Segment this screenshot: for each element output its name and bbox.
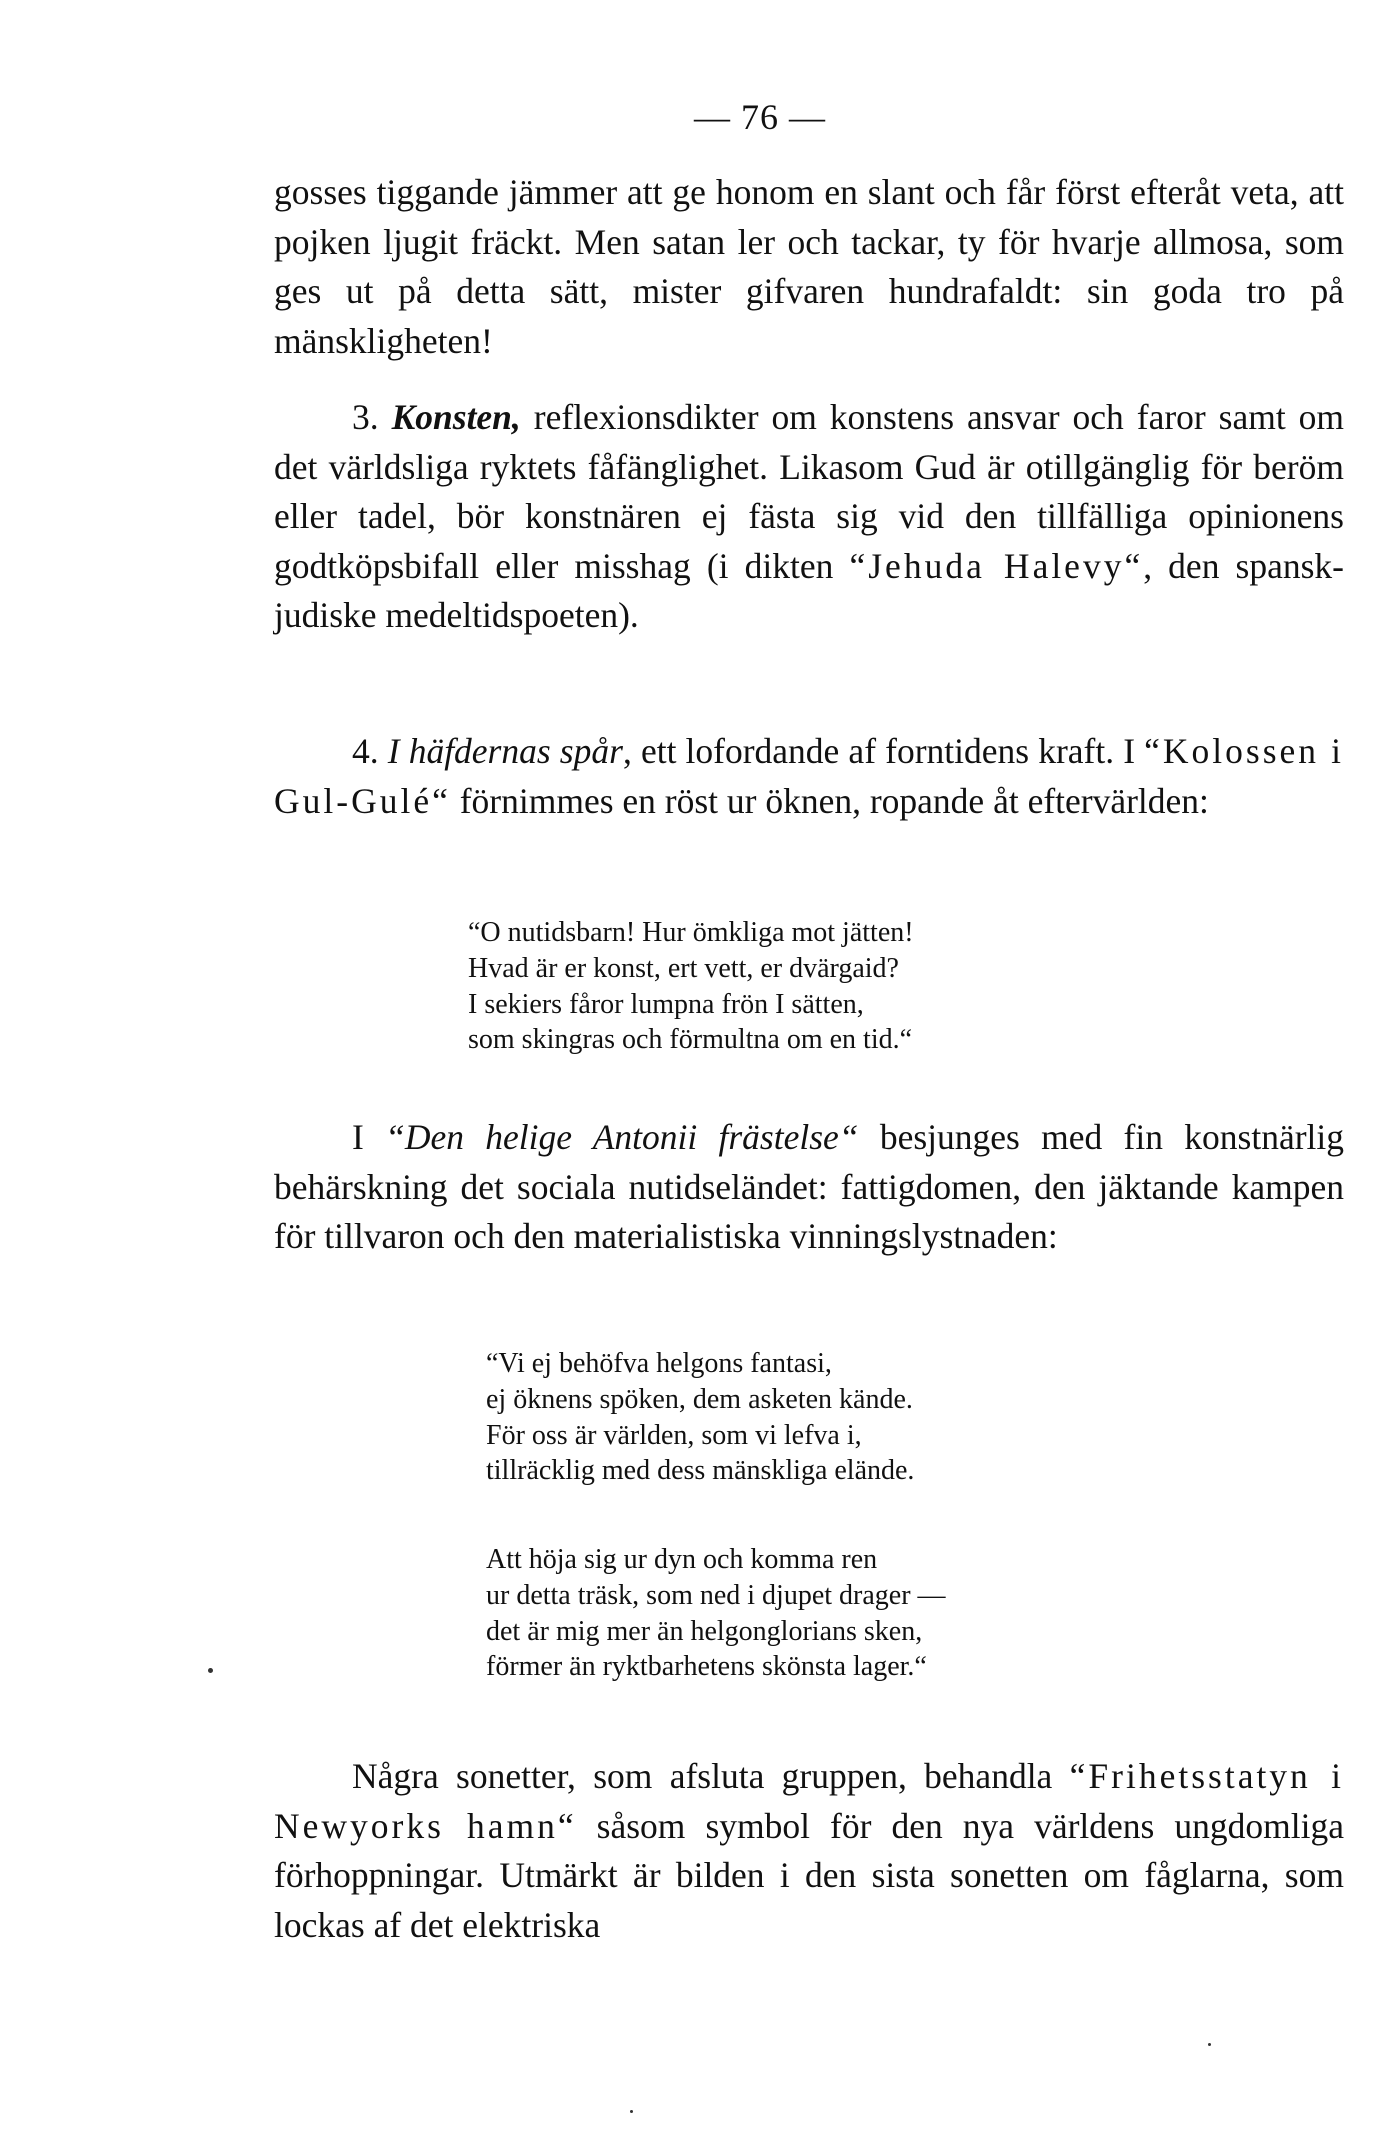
section-title-hafdernas: I häfdernas spår [387, 731, 623, 771]
poem-line: ur detta träsk, som ned i djupet drager — [486, 1579, 946, 1611]
paragraph-hafdernas-body-b: förnimmes en röst ur öknen, ropande åt eftervärlden: [459, 780, 1209, 821]
paragraph-sonetter [274, 1752, 1344, 1950]
item-number: 4. [352, 731, 379, 771]
paragraph-konsten-text [274, 393, 1344, 641]
poem-line: I sekiers fåror lumpna frön I sätten, [468, 988, 864, 1020]
poem-kolossen [468, 915, 914, 1058]
poem-line: ej öknens spöken, dem asketen kände. [486, 1383, 913, 1415]
poem-antonii-stanza-1 [486, 1346, 914, 1489]
paragraph-1-text: gosses tiggande jämmer att ge honom en slant och får först efteråt veta, att pojken ljugit fräckt. Men satan ler och tackar, ty för hvarje allmosa, som ges ut på detta sätt, mister gifvaren hundrafaldt: sin goda tro på mänskligheten! [274, 172, 1344, 361]
poem-antonii-stanza-2 [486, 1542, 946, 1685]
poem-line: För oss är världen, som vi lefva i, [486, 1419, 862, 1451]
section-title-antonii: “Den helige Antonii frästelse“ [385, 1117, 859, 1157]
paragraph-hafdernas-body-a: , ett lofordande af forntidens kraft. I [622, 731, 1136, 771]
poem-line: det är mig mer än helgonglorians sken, [486, 1615, 923, 1647]
poem-line: tillräcklig med dess mänskliga elände. [486, 1455, 915, 1487]
paragraph-hafdernas-text [274, 727, 1344, 826]
print-speck [630, 2110, 633, 2113]
poem-line: Hvad är er konst, ert vett, er dvärgaid? [468, 952, 899, 984]
paragraph-konsten [274, 393, 1344, 641]
quote-kolossen: “Kolossen i Gul-Gulé“ [274, 731, 1345, 821]
paragraph-hafdernas [274, 727, 1344, 826]
poem-line: förmer än ryktbarhetens skönsta lager.“ [486, 1651, 927, 1683]
quote-frihetsstatyn: “Frihetsstatyn i Newyorks hamn“ [274, 1756, 1344, 1846]
paragraph-antonii-lead: I [352, 1117, 364, 1157]
paragraph-sonetter-body-a: Några sonetter, som afsluta gruppen, behandla [352, 1756, 1053, 1796]
paragraph-sonetter-body-b: såsom symbol för den nya världens ungdomliga förhoppningar. Utmärkt är bilden i den sista sonetten om fåglarna, som lockas af det elektriska [274, 1805, 1345, 1945]
poem-line: Att höja sig ur dyn och komma ren [486, 1544, 878, 1575]
section-title-konsten: Konsten, [391, 397, 521, 437]
paragraph-antonii [274, 1113, 1344, 1262]
page-number: — 76 — [694, 97, 826, 137]
poem-line: “O nutidsbarn! Hur ömkliga mot jätten! [468, 917, 914, 948]
print-speck [208, 1668, 213, 1673]
paragraph-antonii-body: besjunges med fin konstnärlig behärskning det sociala nutidseländet: fattigdomen, den jäktande kampen för tillvaron och den materialistiska vinningslystnaden: [274, 1117, 1345, 1257]
poem-line: “Vi ej behöfva helgons fantasi, [486, 1348, 832, 1379]
quote-jehuda-halevy: “Jehuda Halevy“ [849, 545, 1144, 586]
poem-line: som skingras och förmultna om en tid.“ [468, 1024, 913, 1056]
paragraph-sonetter-text [274, 1752, 1344, 1950]
paragraph-1 [274, 168, 1344, 366]
item-number: 3. [352, 397, 379, 437]
paragraph-konsten-body-b: , den spansk-judiske medeltidspoeten). [274, 545, 1345, 636]
print-speck [1208, 2043, 1211, 2046]
paragraph-konsten-body-a: reflexionsdikter om konstens ansvar och faror samt om det världsliga ryktets fåfänglighet. Likasom Gud är otillgänglig för beröm eller tadel, bör konstnären ej fästa sig vid den tillfälliga opinionens godtköpsbifall eller misshag (i dikten [274, 397, 1345, 586]
paragraph-antonii-text [274, 1113, 1344, 1262]
